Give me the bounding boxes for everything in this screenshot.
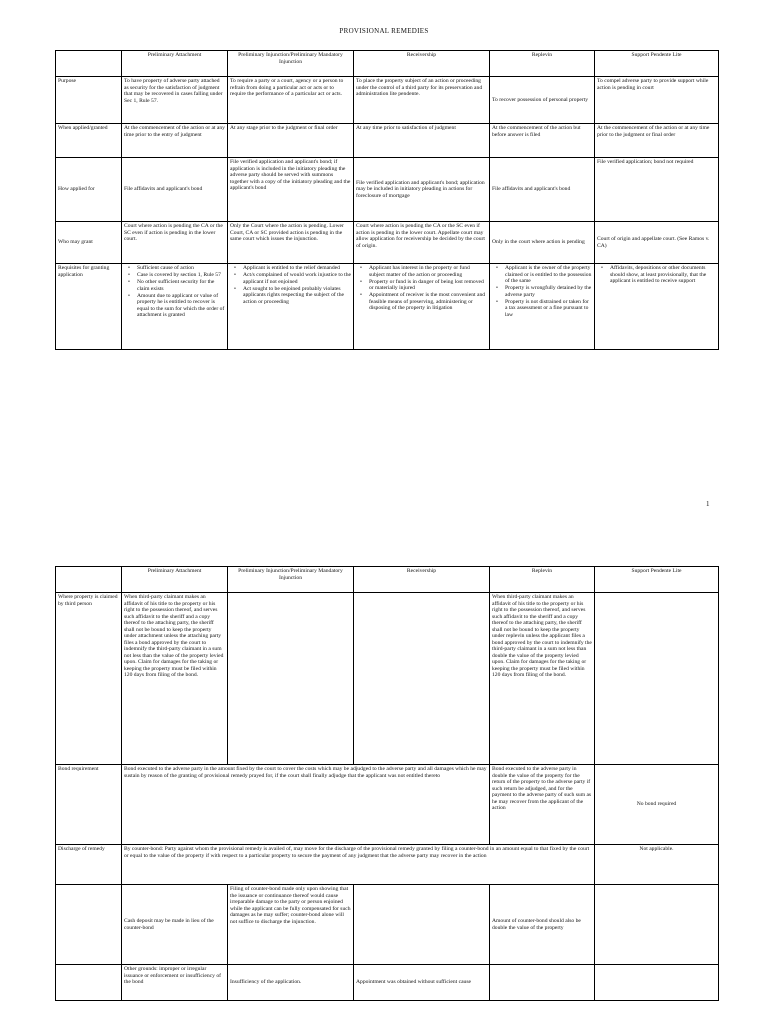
header-row	[56, 567, 719, 593]
requisites-list	[230, 265, 351, 305]
header-row	[56, 51, 719, 77]
row-label-when: When applied/granted	[56, 124, 122, 158]
cell-text: Filing of counter-bond made only upon showing that the issuance or continuance thereof would cause irreparable damage to the party or person enjoined while the applicant can be fully compensated for such damages as he may suffer; counter-bond alone will not suffice to discharge the injunction.	[228, 885, 354, 965]
cell-text: File verified application and applicant's bond; application may be included in initiatory pleading in actions for foreclosure of mortgage	[354, 158, 490, 222]
cell-text: To have property of adverse party attached as security for the satisfaction of judgment that may be recovered in cases falling under Sec 1, Rule 57.	[122, 77, 228, 124]
cell-list	[595, 264, 719, 350]
row-who	[56, 222, 719, 264]
cell-list	[122, 264, 228, 350]
cell-text	[595, 965, 719, 1001]
header-preliminary-injunction: Preliminary Injunction/Preliminary Mandatory Injunction	[228, 567, 354, 593]
header-support-pendente-lite: Support Pendente Lite	[595, 567, 719, 593]
row-other-grounds	[56, 965, 719, 1001]
header-replevin: Replevin	[490, 567, 595, 593]
cell-text: By counter-bond: Party against whom the provisional remedy is availed of, may move for the discharge of the provisional remedy granted by filing a counter-bond in an amount equal to that fixed by the court or equal to the value of the property if with respect to a particular property to secure the payment of any judgment that the adverse party may recover in the action	[122, 845, 595, 885]
cell-text: To compel adverse party to provide support while action is pending in court	[595, 77, 719, 124]
row-purpose	[56, 77, 719, 124]
row-label-requisites: Requisites for granting application	[56, 264, 122, 350]
page-number: 1	[706, 500, 710, 508]
cell-text: Not applicable.	[595, 845, 719, 885]
cell-text	[490, 965, 595, 1001]
list-item: • Act sought to be enjoined probably violates applicants rights respecting the subject of the action or proceeding	[234, 286, 351, 306]
requisites-list	[124, 265, 225, 319]
cell-text: Cash deposit may be made in lieu of the counter-bond	[122, 885, 228, 965]
provisional-remedies-table-1	[55, 50, 719, 350]
cell-text: File verified application and applicant's bond; if application is included in the initiatory pleading the adverse party should be served with summons together with a copy of the initiatory pleading and the applicant's bond	[228, 158, 354, 222]
cell-text	[354, 593, 490, 765]
list-item: • Affidavits, depositions or other documents should show, at least provisionally, that the applicant is entitled to receive support	[601, 265, 716, 285]
cell-text: Court where action is pending the CA or the SC even if action is pending in the lower court. Appellate court may allow application for receivership be decided by the court of origin.	[354, 222, 490, 264]
provisional-remedies-table-2	[55, 566, 719, 1001]
row-label-third-party: Where property is claimed by third person	[56, 593, 122, 765]
document-title: PROVISIONAL REMEDIES	[339, 27, 429, 35]
row-how	[56, 158, 719, 222]
list-item: • Property is wrongfully detained by the adverse party	[496, 285, 592, 298]
cell-text: To require a party or a court, agency or a person to refrain from doing a particular act or acts or to require the performance of a particular act or acts.	[228, 77, 354, 124]
cell-text: Court where action is pending the CA or the SC even if action is pending in the lower court.	[122, 222, 228, 264]
cell-text: To recover possession of personal property	[490, 77, 595, 124]
row-counter-bond	[56, 885, 719, 965]
cell-text: Other grounds: improper or irregular issuance or enforcement or insufficiency of the bond	[122, 965, 228, 1001]
header-blank	[56, 51, 122, 77]
cell-text: Court of origin and appellate court. (See Ramos v. CA)	[595, 222, 719, 264]
cell-text	[595, 885, 719, 965]
cell-list	[228, 264, 354, 350]
header-preliminary-attachment: Preliminary Attachment	[122, 567, 228, 593]
cell-list	[354, 264, 490, 350]
row-third-party	[56, 593, 719, 765]
list-item: • Appointment of receiver is the most convenient and feasible means of preserving, administering or disposing of the property in litigation	[360, 292, 487, 312]
list-item: • Property or fund is in danger of being lost removed or materially injured	[360, 279, 487, 292]
cell-text: At any time prior to satisfaction of judgment	[354, 124, 490, 158]
cell-text: Only in the court where action is pending	[490, 222, 595, 264]
cell-text: To place the property subject of an action or proceeding under the control of a third party for its preservation and administration lite pendente.	[354, 77, 490, 124]
list-item: • No other sufficient security for the claim exists	[128, 279, 225, 292]
cell-text: Bond executed to the adverse party in double the value of the property for the return of the property to the adverse party if such return be adjudged, and for the payment to the adverse party of such sum as he may recover from the applicant of the action	[490, 765, 595, 845]
cell-text: At any stage prior to the judgment or final order	[228, 124, 354, 158]
row-discharge	[56, 845, 719, 885]
header-preliminary-attachment: Preliminary Attachment	[122, 51, 228, 77]
requisites-list	[597, 265, 716, 285]
row-requisites	[56, 264, 719, 350]
cell-text: Appointment was obtained without sufficient cause	[354, 965, 490, 1001]
cell-text: When third-party claimant makes an affidavit of his title to the property or his right to the possession thereof, and serves such affidavit to the sheriff and a copy thereof to the attaching party, the sheriff shall not be bound to keep the property under attachment unless the attaching party files a bond approved by the court to indemnify the third-party claimant in a sum not less than the value of the property levied upon. Claim for damages for the taking or keeping the property must be filed within 120 days from filing of the bond.	[122, 593, 228, 765]
cell-text: Only the Court where the action is pending. Lower Court, CA or SC provided action is pending in the same court which issues the injunction.	[228, 222, 354, 264]
cell-text: At the commencement of the action or at any time prior to the judgment or final order	[595, 124, 719, 158]
cell-text: File affidavits and applicant's bond	[490, 158, 595, 222]
cell-text: At the commencement of the action but before answer is filed	[490, 124, 595, 158]
cell-text: Insufficiency of the application.	[228, 965, 354, 1001]
cell-text: File verified application; bond not required	[595, 158, 719, 222]
list-item: • Applicant is entitled to the relief demanded	[234, 265, 351, 272]
row-label-who: Who may grant	[56, 222, 122, 264]
header-receivership: Receivership	[354, 51, 490, 77]
requisites-list	[356, 265, 487, 312]
cell-text	[595, 593, 719, 765]
row-bond	[56, 765, 719, 845]
cell-text: Bond executed to the adverse party in the amount fixed by the court to cover the costs which may be adjudged to the adverse party and all damages which he may sustain by reason of the granting of provisional remedy prayed for, if the court shall finally adjudge that the applicant was not entitled thereto	[122, 765, 490, 845]
header-receivership: Receivership	[354, 567, 490, 593]
cell-blank	[56, 885, 122, 965]
cell-text	[228, 593, 354, 765]
row-label-purpose: Purpose	[56, 77, 122, 124]
row-label-discharge: Discharge of remedy	[56, 845, 122, 885]
list-item: • Case is covered by section 1, Rule 57	[128, 272, 225, 279]
list-item: • Property is not distrained or taken for a tax assessment or a fine pursuant to law	[496, 299, 592, 319]
list-item: • Applicant is the owner of the property claimed or is entitled to the possession of the same	[496, 265, 592, 285]
requisites-list	[492, 265, 592, 318]
cell-text: File affidavits and applicant's bond	[122, 158, 228, 222]
cell-text: Amount of counter-bond should also be double the value of the property	[490, 885, 595, 965]
list-item: • Act/s complained of would work injustice to the applicant if not enjoined	[234, 272, 351, 285]
list-item: • Applicant has interest in the property or fund subject matter of the action or proceeding	[360, 265, 487, 278]
cell-blank	[56, 965, 122, 1001]
cell-list	[490, 264, 595, 350]
cell-text: No bond required	[595, 765, 719, 845]
row-label-bond: Bond requirement	[56, 765, 122, 845]
header-replevin: Replevin	[490, 51, 595, 77]
cell-text	[354, 885, 490, 965]
list-item: • Amount due to applicant or value of property he is entitled to recover is equal to the sum for which the order of attachment is granted	[128, 293, 225, 319]
header-blank	[56, 567, 122, 593]
header-preliminary-injunction: Preliminary Injunction/Preliminary Mandatory Injunction	[228, 51, 354, 77]
header-support-pendente-lite: Support Pendente Lite	[595, 51, 719, 77]
list-item: • Sufficient cause of action	[128, 265, 225, 272]
row-when	[56, 124, 719, 158]
cell-text: When third-party claimant makes an affidavit of his title to the property or his right to the possession thereof, and serves such affidavit to the sheriff and a copy thereof to the attaching party, the sheriff shall not be bound to keep the property under replevin unless the applicant files a bond approved by the court to indemnify the third-party claimant in a sum not less than double the value of the property levied upon. Claim for damages for the taking or keeping the property must be filed within 120 days from filing of the bond.	[490, 593, 595, 765]
row-label-how: How applied for	[56, 158, 122, 222]
cell-text: At the commencement of the action or at any time prior to the entry of judgment	[122, 124, 228, 158]
